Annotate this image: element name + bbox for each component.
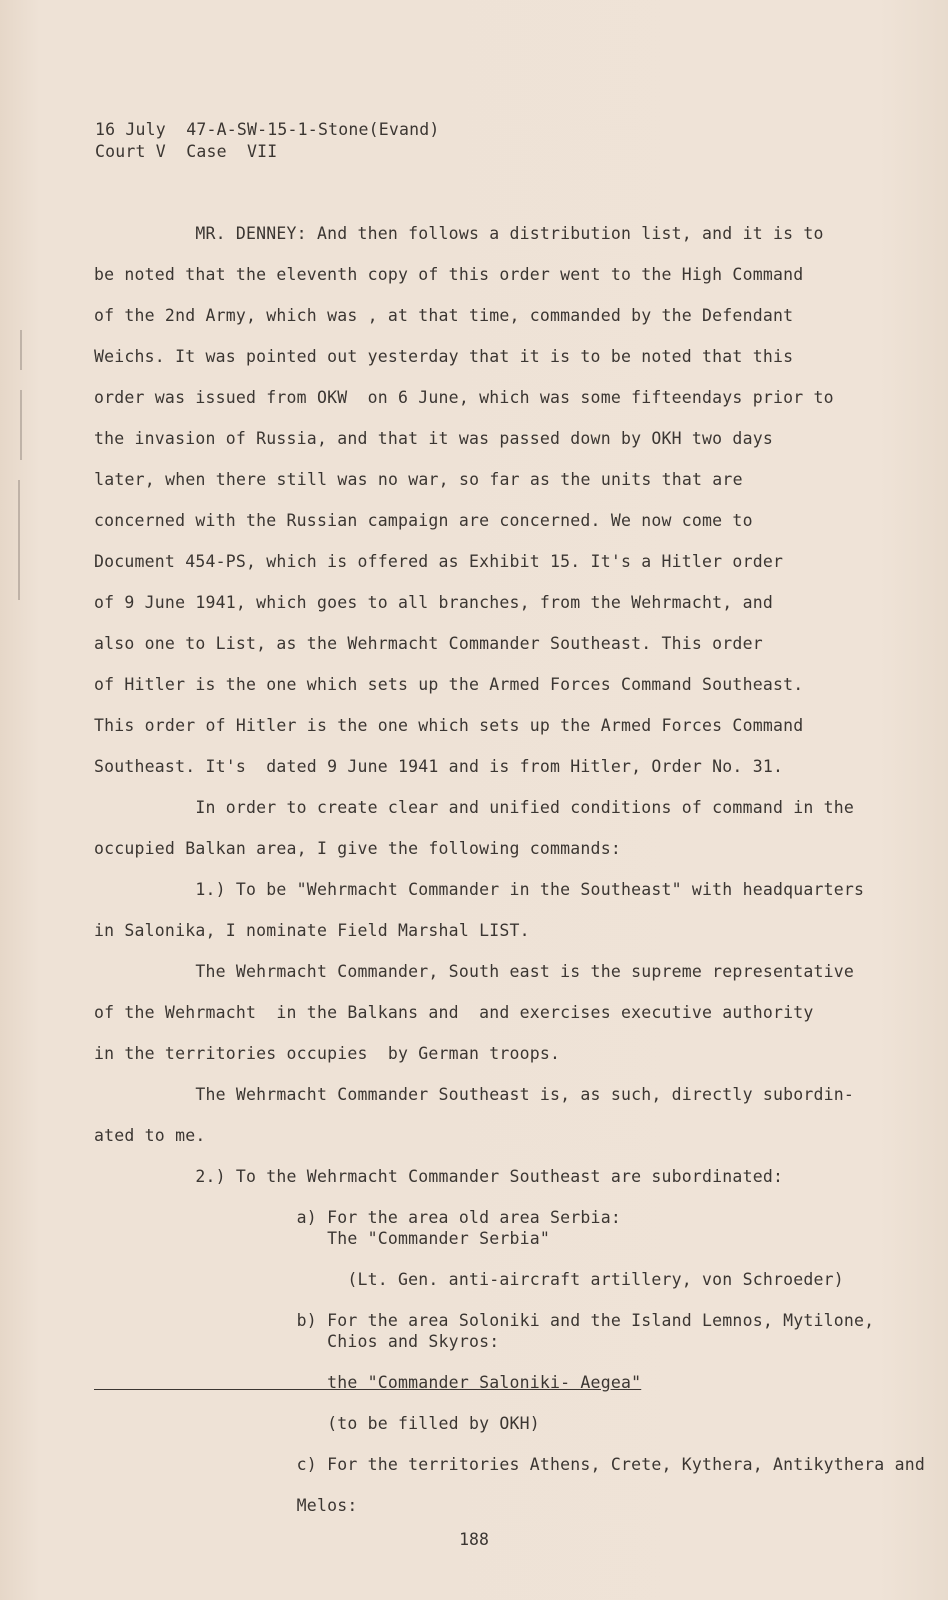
body-line: occupied Balkan area, I give the following commands: <box>94 839 621 858</box>
body-line: the invasion of Russia, and that it was passed down by OKH two days <box>94 429 773 448</box>
list-item: Chios and Skyros: <box>94 1332 500 1351</box>
paper-edge-mark <box>18 480 20 600</box>
body-line: also one to List, as the Wehrmacht Commander Southeast. This order <box>94 634 763 653</box>
body-line: Southeast. It's dated 9 June 1941 and is from Hitler, Order No. 31. <box>94 757 784 776</box>
list-item: a) For the area old area Serbia: <box>94 1208 621 1227</box>
body-line: ated to me. <box>94 1126 206 1145</box>
list-item: The "Commander Serbia" <box>94 1229 551 1248</box>
list-item: (to be filled by OKH) <box>94 1414 540 1433</box>
body-line: of the Wehrmacht in the Balkans and and exercises executive authority <box>94 1003 814 1022</box>
list-item-underlined: the "Commander Saloniki- Aegea" <box>94 1373 642 1392</box>
list-item: c) For the territories Athens, Crete, Kythera, Antikythera and <box>94 1455 925 1474</box>
body-line: Weichs. It was pointed out yesterday that it is to be noted that this <box>94 347 794 366</box>
page-number: 188 <box>459 1530 489 1549</box>
header-line-1: 16 July 47-A-SW-15-1-Stone(Evand) <box>95 120 440 139</box>
body-line: This order of Hitler is the one which sets up the Armed Forces Command <box>94 716 804 735</box>
body-line: in Salonika, I nominate Field Marshal LIST. <box>94 921 530 940</box>
list-item: (Lt. Gen. anti-aircraft artillery, von Schroeder) <box>94 1270 844 1289</box>
body-line: of 9 June 1941, which goes to all branches, from the Wehrmacht, and <box>94 593 773 612</box>
body-line: The Wehrmacht Commander Southeast is, as such, directly subordin- <box>94 1085 855 1104</box>
body-line: later, when there still was no war, so far as the units that are <box>84 470 743 489</box>
body-line: 2.) To the Wehrmacht Commander Southeast are subordinated: <box>94 1167 784 1186</box>
body-line: be noted that the eleventh copy of this order went to the High Command <box>94 265 804 284</box>
paper-edge-mark <box>20 390 22 460</box>
body-line: concerned with the Russian campaign are concerned. We now come to <box>94 511 753 530</box>
paper-edge-mark <box>20 330 22 370</box>
body-line: of Hitler is the one which sets up the Armed Forces Command Southeast. <box>94 675 804 694</box>
body-line: in the territories occupies by German troops. <box>94 1044 561 1063</box>
body-line: of the 2nd Army, which was , at that time, commanded by the Defendant <box>94 306 794 325</box>
header-line-2: Court V Case VII <box>95 142 278 161</box>
body-line: MR. DENNEY: And then follows a distribution list, and it is to <box>94 224 824 243</box>
list-item: Melos: <box>94 1496 358 1515</box>
body-line: order was issued from OKW on 6 June, which was some fifteendays prior to <box>94 388 834 407</box>
body-line: Document 454-PS, which is offered as Exhibit 15. It's a Hitler order <box>94 552 784 571</box>
body-line: In order to create clear and unified conditions of command in the <box>94 798 855 817</box>
list-item: b) For the area Soloniki and the Island Lemnos, Mytilone, <box>94 1311 875 1330</box>
body-line: The Wehrmacht Commander, South east is the supreme representative <box>94 962 855 981</box>
body-line: 1.) To be "Wehrmacht Commander in the Southeast" with headquarters <box>94 880 865 899</box>
